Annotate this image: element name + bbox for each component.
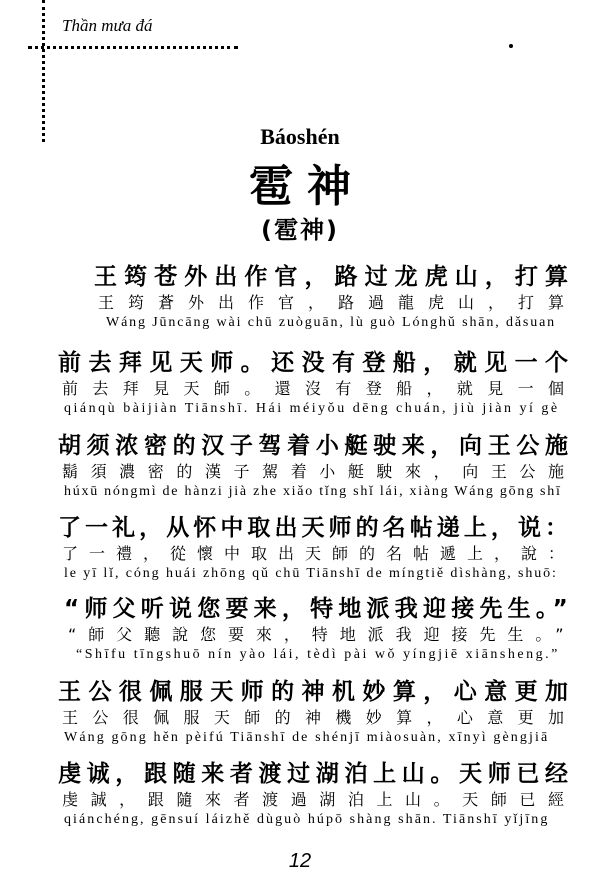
traditional-text-content: 虔誠，跟隨來者渡過湖泊上山。天師已經 bbox=[62, 790, 577, 809]
simplified-text-content: 王公很佩服天师的神机妙算，心意更加 bbox=[58, 679, 576, 705]
traditional-text-content: 了一禮，從懷中取出天師的名帖遞上，說： bbox=[62, 544, 576, 563]
simplified-text bbox=[58, 262, 576, 292]
pinyin-text bbox=[58, 400, 568, 418]
pinyin-text-content: “Shīfu tīngshuō nín yào lái, tèdì pài wǒ yíngjiē xiānsheng.” bbox=[76, 647, 560, 662]
pinyin-text-content: húxū nóngmì de hànzi jià zhe xiǎo tǐng shǐ lái, xiàng Wáng gōng shī bbox=[64, 484, 562, 499]
traditional-text bbox=[58, 292, 579, 314]
traditional-text-content: “師父聽說您要來，特地派我迎接先生。” bbox=[68, 625, 576, 644]
title-pinyin: Báoshén bbox=[260, 124, 340, 149]
simplified-text bbox=[58, 348, 576, 378]
simplified-text bbox=[58, 431, 574, 461]
text-line bbox=[58, 348, 579, 418]
pinyin-text-content: qiánchéng, gēnsuí láizhě dùguò húpō shàng shān. Tiānshī yǐjīng bbox=[64, 812, 550, 827]
pinyin-text bbox=[58, 646, 568, 664]
pinyin-text bbox=[58, 483, 568, 501]
simplified-text-content: “师父听说您要来，特地派我迎接先生。” bbox=[64, 596, 573, 622]
pinyin-text-content: Wáng gōng hěn pèifú Tiānshī de shénjī miàosuàn, xīnyì gèngjiā bbox=[64, 730, 550, 745]
pinyin-text-content: le yī lǐ, cóng huái zhōng qǔ chū Tiānshī de míngtiě dìshàng, shuō: bbox=[64, 566, 558, 581]
text-line bbox=[58, 262, 579, 332]
corner-mark bbox=[509, 44, 513, 48]
simplified-text bbox=[58, 759, 574, 789]
page-number: 12 bbox=[288, 850, 312, 872]
traditional-text-content: 鬍須濃密的漢子駕着小艇駛來，向王公施 bbox=[62, 462, 577, 481]
text-line bbox=[58, 594, 576, 664]
traditional-text bbox=[58, 624, 576, 646]
text-line bbox=[58, 513, 576, 583]
pinyin-text-content: qiánqù bàijiàn Tiānshī. Hái méiyǒu dēng chuán, jiù jiàn yí gè bbox=[64, 401, 560, 416]
traditional-text-content: 王公很佩服天師的神機妙算，心意更加 bbox=[62, 708, 579, 727]
traditional-text-content: 王筠蒼外出作官，路過龍虎山，打算 bbox=[98, 293, 579, 312]
pinyin-text bbox=[58, 811, 568, 829]
traditional-text-content: 前去拜見天師。還沒有登船，就見一個 bbox=[62, 379, 579, 398]
pinyin-text bbox=[58, 314, 568, 332]
traditional-text bbox=[58, 543, 576, 565]
pinyin-text-content: Wáng Jūncāng wài chū zuòguān, lù guò Lónghǔ shān, dǎsuan bbox=[106, 315, 557, 330]
simplified-text bbox=[58, 594, 573, 624]
simplified-text-content: 虔诚，跟随来者渡过湖泊上山。天师已经 bbox=[58, 761, 574, 787]
title-hanzi: 雹神 bbox=[249, 161, 365, 212]
title-traditional: (雹神) bbox=[261, 216, 339, 244]
traditional-text bbox=[58, 378, 579, 400]
simplified-text-content: 了一礼，从怀中取出天师的名帖递上，说： bbox=[58, 515, 573, 541]
simplified-text-content: 前去拜见天师。还没有登船，就见一个 bbox=[58, 350, 576, 376]
simplified-text-content: 胡须浓密的汉子驾着小艇驶来，向王公施 bbox=[58, 433, 574, 459]
header-dotted-rule bbox=[28, 46, 238, 49]
text-line bbox=[58, 677, 579, 747]
header-title: Thần mưa đá bbox=[62, 16, 153, 35]
simplified-text bbox=[58, 677, 576, 707]
simplified-text-content: 王筠苍外出作官，路过龙虎山，打算 bbox=[94, 264, 576, 290]
traditional-text bbox=[58, 789, 577, 811]
traditional-text bbox=[58, 461, 577, 483]
traditional-text bbox=[58, 707, 579, 729]
simplified-text bbox=[58, 513, 573, 543]
pinyin-text bbox=[58, 565, 568, 583]
pinyin-text bbox=[58, 729, 568, 747]
margin-dotted-rule bbox=[42, 0, 45, 142]
text-line bbox=[58, 431, 577, 501]
text-line bbox=[58, 759, 577, 829]
